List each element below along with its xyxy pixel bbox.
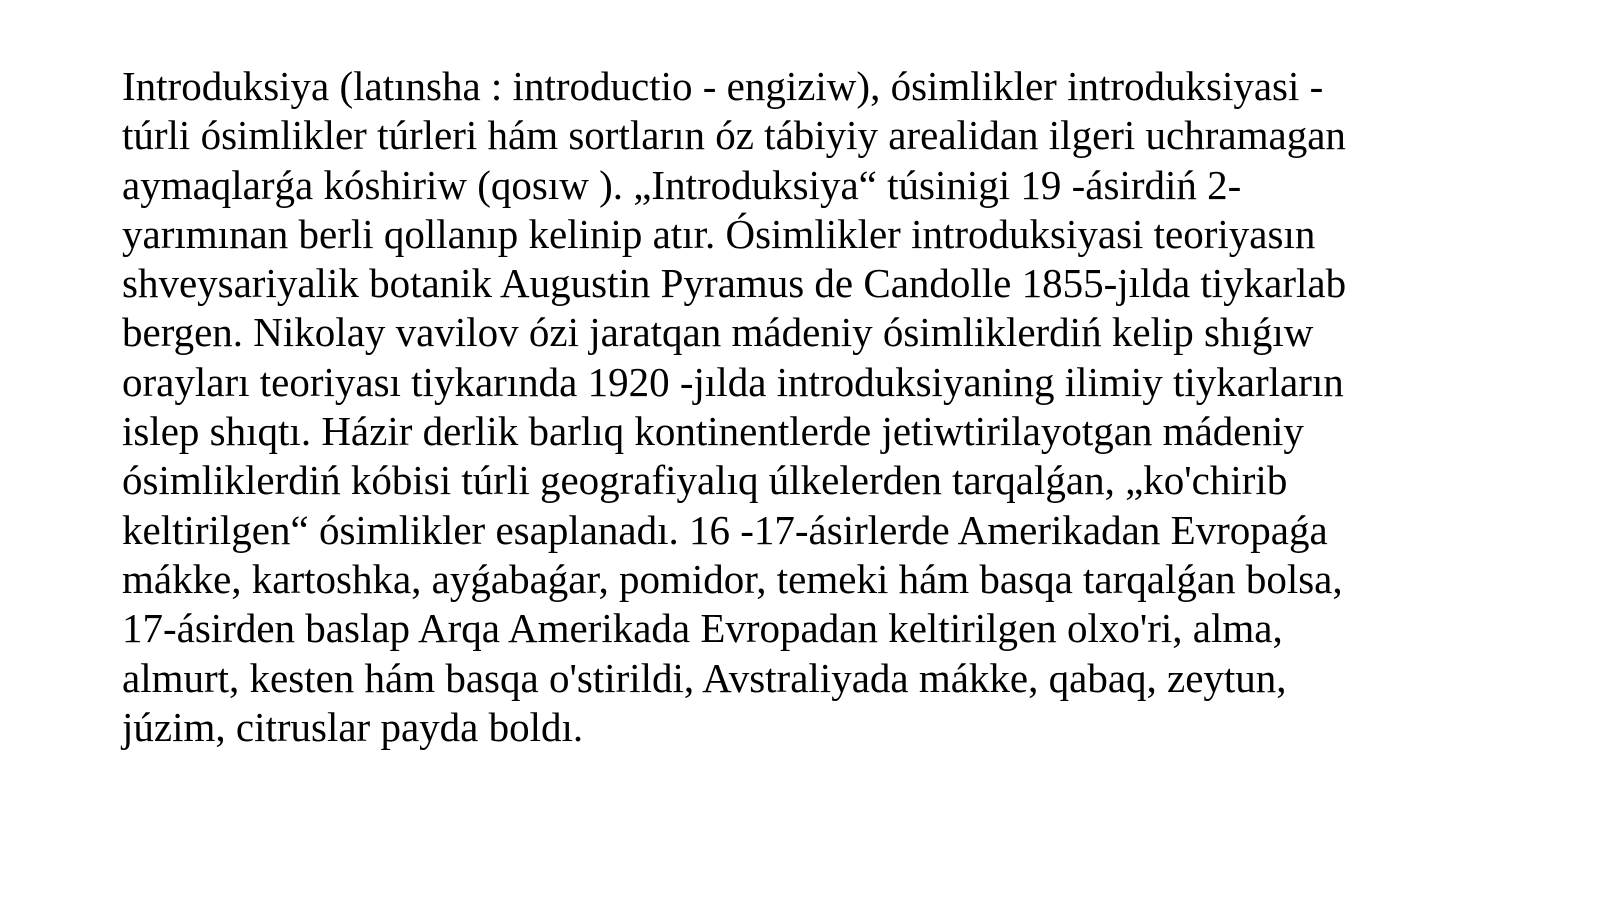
text-line: shveysariyalik botanik Augustin Pyramus de Candolle 1855-jılda tiykarlab: [122, 260, 1347, 307]
text-line: almurt, kesten hám basqa o'stirildi, Avstraliyada mákke, qabaq, zeytun,: [122, 654, 1287, 701]
text-line: islep shıqtı. Házir derlik barlıq kontinentlerde jetiwtirilayotgan mádeniy: [122, 408, 1304, 455]
text-line: 17-ásirden baslap Arqa Amerikada Evropadan keltirilgen olxo'ri, alma,: [122, 605, 1283, 652]
text-line: mákke, kartoshka, ayǵabaǵar, pomidor, temeki hám basqa tarqalǵan bolsa,: [122, 555, 1343, 602]
text-line: bergen. Nikolay vavilov ózi jaratqan mádeniy ósimliklerdiń kelip shıǵıw: [122, 309, 1314, 356]
text-line: túrli ósimlikler túrleri hám sortların óz tábiyiy arealidan ilgeri uchramagan: [122, 112, 1346, 159]
text-line: keltirilgen“ ósimlikler esaplanadı. 16 -17-ásirlerde Amerikadan Evropaǵa: [122, 506, 1328, 553]
body-paragraph: [122, 62, 1522, 752]
text-line: Introduksiya (latınsha : introductio - engiziw), ósimlikler introduksiyasi -: [122, 63, 1324, 109]
text-line: júzim, citruslar payda boldı.: [122, 703, 584, 750]
text-line: orayları teoriyası tiykarında 1920 -jılda introduksiyaning ilimiy tiykarların: [122, 358, 1344, 405]
text-line: aymaqlarǵa kóshiriw (qosıw ). „Introduksiya“ túsinigi 19 -ásirdiń 2-: [122, 161, 1242, 208]
text-line: ósimliklerdiń kóbisi túrli geografiyalıq úlkelerden tarqalǵan, „ko'chirib: [122, 457, 1288, 504]
text-line: yarımınan berli qollanıp kelinip atır. Ósimlikler introduksiyasi teoriyasın: [122, 210, 1316, 257]
